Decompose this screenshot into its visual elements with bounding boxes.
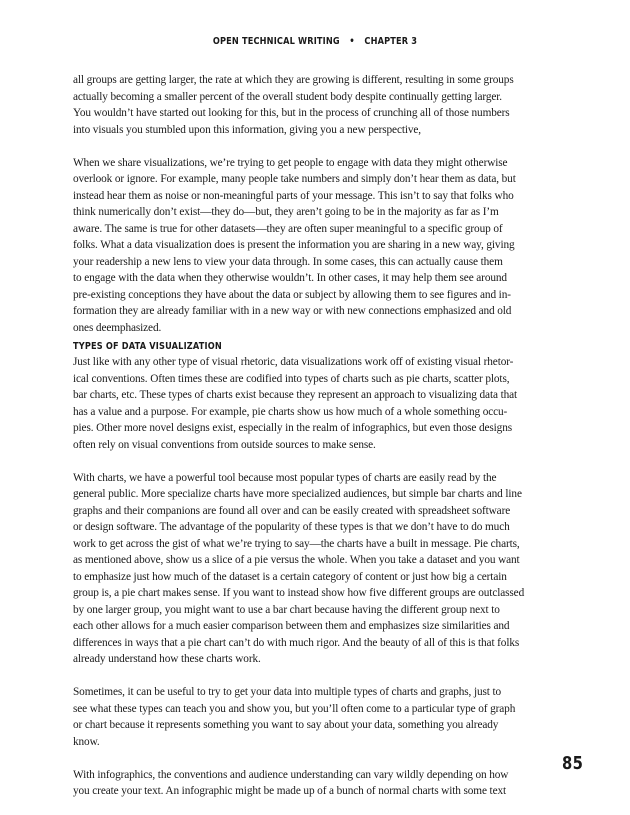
text-line: work to get across the gist of what we’re trying to say—the charts have a built in message. Pie charts, [73,537,520,550]
text-line: often rely on visual conventions from outside sources to make sense. [73,438,376,451]
text-line: ones deemphasized. [73,321,162,334]
text-line: or design software. The advantage of the popularity of these types is that we don’t have to do much [73,521,510,533]
text-line: pies. Other more novel designs exist, especially in the realm of infographics, but even those designs [73,422,513,434]
page-number: 85 [562,753,584,774]
text-line: formation they are already familiar with in a new way or with new connections emphasized and old [73,305,512,317]
text-line: Just like with any other type of visual rhetoric, data visualizations work off of existing visual rhetor- [73,356,514,368]
text-line: With charts, we have a powerful tool because most popular types of charts are easily read by the [73,471,497,484]
text-line: to emphasize just how much of the dataset is a certain category of content or just how big a certain [73,570,507,583]
text-line: all groups are getting larger, the rate at which they are growing is different, resulting in some groups [73,74,514,86]
text-line: general public. More specialize charts have more specialized audiences, but simple bar charts and line [73,488,522,500]
text-line: overlook or ignore. For example, many people take numbers and simply don’t hear them as data, but [73,173,516,185]
text-line: each other allows for a much easier comparison between them and emphasizes size similarities and [73,620,510,632]
text-line: your readership a new lens to view your data through. In some cases, this can actually cause them [73,255,503,268]
running-head [57,36,574,47]
text-line: think numerically don’t exist—they do—but, they aren’t going to be in the majority as far as I’m [73,206,499,218]
text-line: graphs and their companions are found all over and can be easily created with spreadsheet software [73,504,511,517]
paragraph [73,72,563,138]
text-line: you create your text. An infographic might be made up of a bunch of normal charts with some text [73,785,507,797]
paragraph [73,767,563,800]
page-body [73,72,563,800]
text-line: aware. The same is true for other datasets—they are often super meaningful to a specific group of [73,222,503,235]
chapter-label: CHAPTER 3 [364,36,418,47]
section-heading-text: TYPES OF DATA VISUALIZATION [73,341,222,352]
header-separator: • [349,36,355,47]
paragraph [73,470,563,668]
text-line: With infographics, the conventions and audience understanding can vary wildly depending on how [73,768,509,781]
paragraph [73,354,563,453]
text-line: into visuals you stumbled upon this information, giving you a new perspective, [73,123,422,136]
text-line: already understand how these charts work. [73,653,261,665]
text-line: You wouldn’t have started out looking for this, but in the process of crunching all of those numbers [73,107,510,119]
text-line: ical conventions. Often times these are codified into types of charts such as pie charts, scatter plots, [73,372,510,385]
text-line: know. [73,735,100,748]
text-line: bar charts, etc. These types of charts exist because they represent an approach to visualizing data that [73,389,518,401]
text-line: When we share visualizations, we’re trying to get people to engage with data they might otherwise [73,156,508,169]
paragraph [73,684,563,750]
text-line: has a value and a purpose. For example, pie charts show us how much of a whole something occu- [73,405,508,418]
text-line: group is, a pie chart makes sense. If you want to instead show how five different groups are outclassed [73,587,525,599]
text-line: instead hear them as noise or non-meaningful parts of your message. This isn’t to say that folks who [73,189,514,202]
text-line: as mentioned above, show us a slice of a pie versus the whole. When you take a dataset and you want [73,554,520,566]
text-line: pre-existing conceptions they have about the data or subject by allowing them to see figures and in- [73,288,511,301]
text-line: Sometimes, it can be useful to try to get your data into multiple types of charts and graphs, just to [73,686,502,698]
text-line: by one larger group, you might want to use a bar chart because having the different group next to [73,603,500,616]
text-line: differences in ways that a pie chart can’t do with much rigor. And the beauty of all of this is that folks [73,636,520,649]
text-line: folks. What a data visualization does is present the information you are sharing in a new way, giving [73,239,515,251]
paragraph [73,155,563,337]
text-line: to engage with the data when they otherwise wouldn’t. In other cases, it may help them see around [73,272,507,284]
section-heading [73,340,475,354]
text-line: see what these types can teach you and show you, but you’ll often come to a particular type of graph [73,702,516,715]
text-line: actually becoming a smaller percent of the overall student body despite continually getting larger. [73,90,502,103]
text-line: or chart because it represents something you want to say about your data, something you already [73,719,499,731]
book-title: OPEN TECHNICAL WRITING [212,36,340,47]
